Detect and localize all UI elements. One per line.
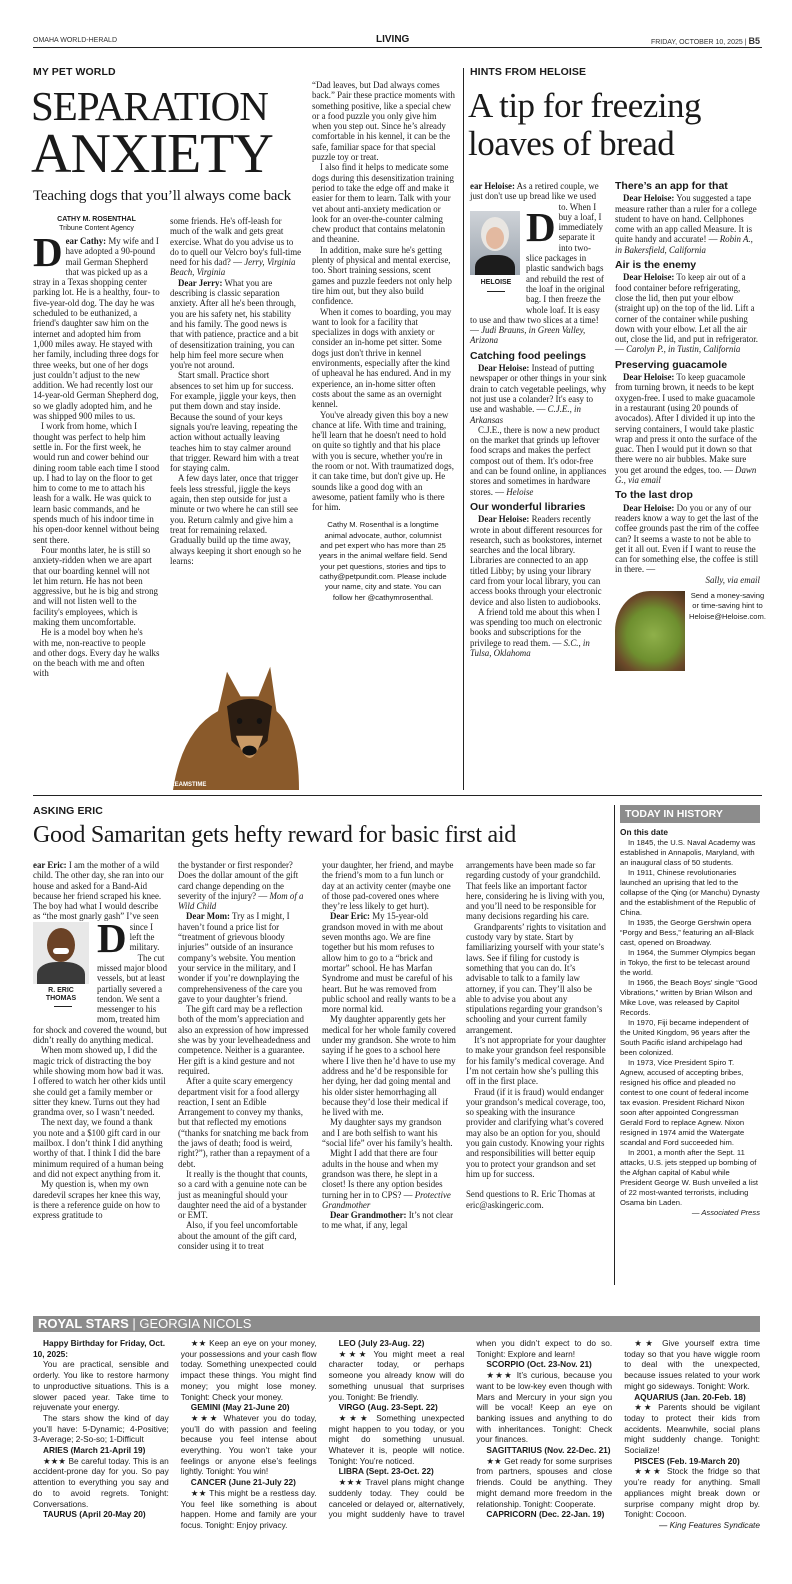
paragraph: Dear Cathy: My wife and I have adopted a 90-pound mail German Shepherd that was picked up as a stray in a Texas shopping center parking lot. He is a healthy, four- to five-year-old dog. The day he was scheduled to be euthanized, a friend's daughter saw him on the internet and adopted him from 1,000 miles away. He stayed with her family, including three dogs for three weeks, but one of her dogs just couldn’t adjust to the new addition. We had recently lost our 14-year-old German Shepherd dog, so we gladly adopted him, and he was shipped 900 miles to us. — [33, 229, 160, 422]
lead-in: Dear Heloise: — [478, 514, 530, 525]
paragraph — [615, 575, 760, 585]
signature: Protective Grandmother — [322, 1189, 451, 1210]
paragraph: In 1970, Fiji became independent of the United Kingdom, 96 years after the South Pacific island archipelago had been colonized. — [620, 1018, 751, 1057]
headline: Good Samaritan gets hefty reward for basic first aid — [33, 822, 516, 848]
lead-in: Dear Heloise: — [478, 363, 530, 374]
signature: Jerry, Virginia Beach, Virginia — [170, 257, 296, 278]
horoscope-author: GEORGIA NICOLS — [139, 1316, 252, 1331]
subheading: Our wonderful libraries — [470, 500, 586, 513]
section-kicker: ASKING ERIC — [33, 805, 103, 817]
headline-line-2: loaves of bread — [468, 124, 675, 163]
send-questions-note: Send questions to R. Eric Thomas at eric@askingeric.com. — [466, 1189, 596, 1210]
paragraph: He is a model boy when he's with me, non-reactive to people and other dogs. Every day he walks on the beach with me and often with — [33, 627, 160, 679]
history-subtitle: On this date — [620, 827, 668, 837]
paragraph: ★★ Get ready for some surprises from partners, spouses and close friends. Could be anything. They might demand more freedom in the relationship. Tonight: Cooperate. — [476, 1455, 613, 1509]
paragraph: ★★★ Be careful today. This is an accident-prone day for you. So pay attention to everything you say and do to avoid regrets. Tonight: Conversations. — [33, 1455, 169, 1509]
sign-heading: LEO (July 23-Aug. 22) — [338, 1338, 425, 1348]
paragraph: It’s not appropriate for your daughter to make your grandson feel responsible for his family’s medical coverage. And I’m not certain how she’s pulling this off in the first place. — [466, 1035, 606, 1087]
paragraph: After a quite scary emergency department visit for a food allergy reaction, I sent an Edible Arrangement to convey my thanks, but that reflected my emotions (“thanks for snatching me back from the jaws of death; food is weird, right?”), rather than a repayment of a debt. — [178, 1076, 310, 1169]
lead-in: Dear Eric: — [330, 911, 371, 922]
subheading: To the last drop — [615, 489, 693, 502]
paragraph: ★★ Parents should be vigilant today to protect their kids from accidents. Meanwhile, social plans might suddenly change. Tonight: Socialize! — [624, 1402, 760, 1456]
paragraph: arrangements have been made so far regarding custody of your grandchild. That feels like an important factor here, considering he is living with you, and you’ll need to be responsible for many decisions regarding his care. — [466, 860, 605, 922]
paragraph: In 1964, the Summer Olympics began in Tokyo, the first to be telecast around the world. — [620, 948, 756, 977]
german-shepherd-photo — [164, 652, 308, 790]
paragraph — [620, 1208, 760, 1218]
eric-thomas-portrait — [33, 922, 93, 1020]
paragraph: Grandparents’ rights to visitation and custody vary by state. Start by familiarizing yourself with your state’s laws. See if filing for custody is something that you can do. It’s advisable to talk to a family law attorney, if you can. They’ll also be able to advise you about any stipulations regarding your grandson’s schooling and your current family arrangement. — [466, 921, 606, 1035]
paragraph: When mom showed up, I did the magic trick of distracting the boy while showing mom how bad it was. I offered to watch her other kids until she could get a family member or sitter they knew. Turns out they had grandma over, so I wasn’t needed. — [33, 1045, 166, 1118]
horoscope-columns — [33, 1338, 760, 1531]
paragraph: In 2001, a month after the Sept. 11 attacks, U.S. jets stepped up bombing of the Afghan capital of Kabul while President George W. Bush unveiled a list of 22 most-wanted terrorists, including Osama bin Laden. — [620, 1148, 759, 1207]
header-rule — [33, 47, 762, 48]
paragraph: Also, if you feel uncomfortable about the amount of the gift card, consider using it to treat — [178, 1220, 298, 1251]
paragraph: In 1966, the Beach Boys’ single “Good Vibrations,” written by Brian Wilson and Mike Love, was released by Capitol Records. — [620, 978, 758, 1017]
lead-in: Dear Eric: — [33, 860, 127, 961]
signature: Robin A., in Bakersfield, California — [615, 234, 753, 255]
lead-in: Dear Heloise: — [623, 372, 675, 383]
paragraph: I work from home, which I thought was perfect to help him settle in. For the first week, he would run and cower behind our dining room table each time I stood up. I had to lay on the floor to get him to come to me to attach his leash for a walk. He was quick to learn basic commands, and he spends much of his indoor time in his open-door kennel without being sent there. — [33, 421, 160, 545]
signature: — King Features Syndicate — [658, 1519, 760, 1530]
lead-in: Dear Heloise: — [623, 502, 675, 513]
paragraph: It really is the thought that counts, so a card with a genuine note can be just as meaningful should your daughter need the aid of a bystander or EMT. — [178, 1168, 308, 1221]
heloise-portrait — [470, 211, 522, 309]
paragraph: I also find it helps to medicate some dogs during this desensitization training period to take the edge off and make it easier for them to learn. Talk with your vet about anti-anxiety medication or look for an over-the-counter calming chew product that contains melatonin and theanine. — [312, 162, 454, 245]
paragraph: Four months later, he is still so anxiety-ridden when we are apart that our boarding kennel will not let him return. He has not been aggressive, but he is big and strong and will not listen well to the facility's employees, which is making them uncomfortable. — [33, 544, 158, 627]
paragraph: ★★ Give yourself extra time today so that you have wiggle room to deal with the unexpected, because issues related to your work might go sideways. Tonight: Work. — [624, 1338, 760, 1391]
lead-in: Dear Cathy: — [33, 229, 107, 275]
lead-in: Dear Heloise: — [623, 193, 675, 204]
byline: CATHY M. ROSENTHAL — [57, 216, 136, 223]
column-divider — [463, 68, 464, 790]
paragraph: ★★★ Something unexpected might happen to you today, or you might do something unusual. Whatever it is, people will notice. Tonight: You’re noticed. — [328, 1412, 465, 1466]
paragraph: My daughter says my grandson and I are both selfish to want his “social life” over his family’s health. — [322, 1117, 453, 1149]
paragraph: Dear Heloise: Instead of putting newspaper or other things in your sink drain to catch vegetable peelings, why not just use a colander? It's easy to use and washable. — C.J.E., in Arkansas — [470, 363, 607, 425]
sign-heading: TAURUS (April 20-May 20) — [43, 1509, 146, 1520]
paragraph: ★★★ Whatever you do today, you’ll do with passion and feeling because you feel intense about everything. You won’t take your feelings or anyone else’s feelings lightly. Tonight: You win! — [180, 1412, 317, 1477]
subheading: Preserving guacamole — [615, 358, 728, 371]
paragraph: My question is, when my own daredevil scrapes her knee this way, is there a reference guide on how to express gratitude to — [33, 1179, 161, 1221]
sign-heading: CAPRICORN (Dec. 22-Jan. 19) — [486, 1509, 605, 1520]
headline-line-1: SEPARATION — [31, 83, 268, 129]
paragraph: In 1935, the George Gershwin opera “Porgy and Bess,” featuring an all-Black cast, opened on Broadway. — [620, 918, 754, 947]
newspaper-name: OMAHA WORLD-HERALD — [33, 37, 118, 44]
section-kicker: MY PET WORLD — [33, 66, 116, 78]
subheading: There’s an app for that — [615, 180, 728, 192]
article-column-4 — [466, 860, 606, 1179]
guacamole-photo — [615, 591, 685, 671]
paragraph: The cut missed major blood vessels, but at least partially severed a tendon. We sent a messenger to his mom, treated him for shock and covered the wound, but didn’t really do anything medical. — [33, 952, 168, 1046]
sign-heading: ARIES (March 21-April 19) — [43, 1445, 146, 1456]
headline-line-2: ANXIETY — [31, 123, 273, 185]
paragraph: Dear Heloise: You suggested a tape measure rather than a ruler for a college student to have on hand. Cellphones come with an app called Measure. It is quite handy and accurate! — Robin A., in Bakersfield, California — [615, 193, 757, 255]
photo-credit: DREAMSTIME — [166, 782, 207, 788]
section-name: LIVING — [376, 34, 410, 45]
photo-caption: R. ERIC THOMAS — [45, 987, 77, 1002]
paragraph: You are practical, sensible and orderly. You like to restore harmony to unproductive situations. This is a slower paced year. Take time to rejuvenate your energy. — [33, 1359, 169, 1413]
signature: Dawn G., via email — [615, 464, 757, 486]
article-column-2 — [170, 216, 302, 566]
subheadline: Teaching dogs that you’ll always come back — [33, 188, 291, 204]
sign-heading: AQUARIUS (Jan. 20-Feb. 18) — [634, 1391, 746, 1402]
paragraph: The gift card may be a reflection both of the mom’s appreciation and also an expression of how impressed she was by your levelheadedness and competence. Neither is a guarantee. Her gift is a kind gesture and not required. — [178, 1004, 311, 1076]
section-rule — [33, 795, 762, 796]
sign-heading: GEMINI (May 21-June 20) — [190, 1402, 290, 1413]
paragraph: ★★★ Stock the fridge so that you’re ready for anything. Small appliances might break down or surprise company might drop by. Tonight: Cocoon. — [624, 1466, 760, 1520]
signature: — Associated Press — [691, 1208, 760, 1217]
paragraph: Dear Heloise: Do you or any of our readers know a way to get the last of the coffee grounds past the rim of the coffee can? It seems a waste to not be able to get it all out. Even if I want to reuse the can for something else, the coffee is still in there. — — [615, 502, 759, 575]
page-number: B5 — [748, 36, 760, 46]
paragraph: My daughter apparently gets her medical for her whole family covered under my grandson. She wrote to him saying if he goes to a school here where I live then he’d have to use my address and he’d be responsible for her dying, her dad going mental and his older sister hemorrhaging all because they’d lose their medical if he lived with me. — [322, 1014, 456, 1118]
paragraph: ★★ This might be a restless day. You feel like something is about happen. Home and family are your focus. Tonight: Enjoy privacy. — [180, 1487, 317, 1530]
paragraph: ★★ Keep an eye on your money, your possessions and your cash flow today. Something unexpected could impact these things. You might find money; you might lose money. Tonight: Check your money. — [180, 1338, 317, 1402]
paragraph: Dear Heloise: Readers recently wrote in about different resources for research, such as bookstores, internet searches and the local library. Libraries are connected to an app titled Libby; by using your library card from your local library, you can access books through your electronic device and also listen to audiobooks. — [470, 514, 603, 607]
sign-heading: SCORPIO (Oct. 23-Nov. 21) — [486, 1359, 592, 1370]
history-list — [620, 838, 760, 1218]
paragraph — [624, 1520, 760, 1531]
photo-caption: HELOISE — [480, 279, 512, 286]
subheading: Air is the enemy — [615, 259, 697, 272]
paragraph: ★★★ It’s curious, because you want to be low-key even though with Mars and Mercury in your sign you will be vocal! Keep an eye on banking issues and anything to do with inheritances. Tonight: Check your finances. — [476, 1370, 613, 1445]
paragraph: In 1973, Vice President Spiro T. Agnew, accused of accepting bribes, resigned his office and pleaded no contest to one count of federal income tax evasion. President Richard Nixon soon after appointed Congressman Gerald Ford to replace Agnew. Nixon resigned in 1974 amid the Watergate scandal and Ford succeeded him. — [620, 1058, 749, 1147]
sign-heading: Happy Birthday for Friday, Oct. 10, 2025: — [33, 1338, 166, 1359]
horoscope-banner: ROYAL STARS | GEORGIA NICOLS — [33, 1316, 760, 1332]
paragraph: A friend told me about this when I was spending too much on electronic books and subscriptions for the privilege to read them. — S.C., in Tulsa, Oklahoma — [470, 606, 602, 659]
signature: S.C., in Tulsa, Oklahoma — [470, 637, 590, 659]
paragraph: C.J.E., there is now a new product on the market that grinds up leftover food scraps and makes the perfect compost out of them. It's odor-free and can be found online, in appliances stores and sometimes in hardware stores. — Heloise — [470, 424, 607, 497]
column-divider — [614, 805, 615, 1285]
paragraph: ★★★ You might meet a real character today, or perhaps someone you already know will do something unusual that surprises you. Tonight: Be friendly. — [328, 1348, 465, 1402]
paragraph: some friends. He's off-leash for much of the walk and gets great exercise. What do you advise us to do to quell our Velcro boy's full-time need for his dad? — Jerry, Virginia Beach, Virginia — [170, 216, 302, 278]
sign-heading: CANCER (June 21-July 22) — [190, 1477, 296, 1488]
paragraph: Might I add that there are four adults in the house and when my grandson was there, he slept in a closet! Is there any option besides turning her in to CPS? — Protective Grandmother — [322, 1148, 451, 1210]
paragraph: Dear Jerry: What you are describing is classic separation anxiety. After all he's been through, you are his safety net, his stability and his family. The good news is that with patience, practice and a bit of desensitization training, you can help him feel more secure when you're not around. — [170, 277, 299, 371]
paragraph: In 1911, Chinese revolutionaries launched an uprising that led to the collapse of the Qing (or Manchu) Dynasty and the establishment of the Republic of China. — [620, 868, 760, 917]
horoscope-title: ROYAL STARS — [38, 1316, 129, 1331]
send-hint-note: Send a money-saving or time-saving hint to Heloise@Heloise.com. — [689, 590, 766, 621]
paragraph: Dear Mom: Try as I might, I haven’t found a price list for “treatment of grievous bloody injuries” outside of an insurance company’s website. You mention your service in the military, and I wonder if you’re downplaying the comprehensiveness of the care you gave to your daughter’s friend. — [178, 911, 303, 1004]
article-column-1 — [33, 860, 167, 1220]
sign-heading: SAGITTARIUS (Nov. 22-Dec. 21) — [486, 1445, 611, 1456]
lead-in: Dear Heloise: — [470, 181, 556, 250]
paragraph: A few days later, once that trigger feels less stressful, jiggle the keys again, then step outside for just a minute or two where he can still see you. Return calmly and give him a treat for remaining relaxed. Gradually build up the time away, always keeping it short enough so he learns: — [170, 473, 302, 566]
paragraph: Dear Heloise: To keep air out of a food container before refrigerating, close the lid, then put your elbow (straight up) on the top of the lid. Lift a corner of the container while pushing down with your elbow. Let all the air out, close the lid, and put in refrigerator. — Carolyn P., in Tustin, California — [615, 272, 758, 355]
paragraph: Dear Grandmother: It’s not clear to me what, if any, legal — [322, 1210, 454, 1231]
signature: Judi Brauns, in Green Valley, Arizona — [470, 325, 586, 346]
sign-heading: PISCES (Feb. 19-March 20) — [634, 1455, 740, 1466]
sign-heading: LIBRA (Sept. 23-Oct. 22) — [338, 1466, 434, 1477]
signature: C.J.E., in Arkansas — [470, 404, 581, 425]
article-column-3 — [322, 860, 456, 1231]
history-title: TODAY IN HISTORY — [620, 805, 760, 823]
article-column-1 — [33, 229, 160, 679]
paragraph: ★★★ Travel plans might change suddenly today. They could be canceled or delayed or, alternatively, you might suddenly have to travel when you didn’t expect to do so. Tonight: Explore and learn! — [328, 1338, 613, 1520]
section-kicker: HINTS FROM HELOISE — [470, 66, 587, 78]
issue-date: FRIDAY, OCTOBER 10, 2025 — [650, 39, 743, 46]
lead-in: Dear Mom: — [186, 911, 230, 922]
lead-in: Dear Grandmother: — [330, 1210, 407, 1221]
author-bio: Cathy M. Rosenthal is a longtime animal advocate, author, columnist and pet expert who has more than 25 years in the animal welfare field. Send your pet questions, stories and tips to cathy@petpundit.com. Please include your name, city and state. You can follow her @cathymrosenthal. — [318, 520, 448, 602]
paragraph: Dear Heloise: As a retired couple, we just don't use up bread like we used to. When I buy a loaf, I immediately separate it into two-slice packages in plastic sandwich bags and rebuild the rest of the loaf in the original bag. I then freeze the whole loaf. It is easy to use and thaw two slices at a time! — Judi Brauns, in Green Valley, Arizona — [470, 181, 605, 346]
paragraph: In addition, make sure he's getting plenty of physical and mental exercise, too. Short training sessions, scent games and puzzle feeders not only help tire him out, but they also build confidence. — [312, 244, 452, 307]
paragraph: Dear Heloise: To keep guacamole from turning brown, it needs to be kept oxygen-free. I used to make guacamole in a restaurant (using 20 pounds of avocados). After I divided it up into the serving containers, I would take plastic wrap and press it onto the surface of the guac. Then I would put it down so that there were no air bubbles. Make sure you get around the edges, too. — Dawn G., via email — [615, 372, 757, 486]
paragraph: When it comes to boarding, you may want to look for a facility that specializes in dogs with anxiety or consider an in-home pet sitter. Some dogs just don't thrive in kennel environments, especially after the kind of upheaval he has endured. And in my experience, an in-home sitter often costs about the same as an overnight kennel. — [312, 306, 452, 410]
lead-in: Dear Jerry: — [178, 277, 223, 288]
paragraph: The next day, we found a thank you note and a $100 gift card in our mailbox. I don’t think I did anything worthy of that. I think I did the bare minimum required of a human being and did not expect anything from it. — [33, 1117, 164, 1179]
signature: Heloise — [506, 486, 534, 497]
paragraph: your daughter, her friend, and maybe the friend’s mom to a fun lunch or day at an activity center (maybe one of those pad-covered ones where they’re less likely to get hurt). — [322, 860, 454, 912]
paragraph: Dear Eric: I am the mother of a wild child. The other day, she ran into our house and asked for a Band-Aid because her friend scraped his knee. The boy had what I would describe as “the most gnarly gash” I’ve seen since I left the military. — [33, 860, 164, 961]
date-page: FRIDAY, OCTOBER 10, 2025 | B5 — [650, 36, 760, 46]
paragraph: You've already given this boy a new chance at life. With time and training, he'll learn that he doesn't need to hold on quite so tightly and that his place with you is secure, whether you're in the room or not. With traumatized dogs, it can take time, but don't give up. He sounds like a good dog with an awesome, patient family who is there for him. — [312, 409, 454, 513]
paragraph: Start small. Practice short absences to set him up for success. For example, jiggle your keys, then put them down and stay inside. Because the sound of your keys signals you're leaving, repeating the action without actually leaving teaches him to stay calmer around that trigger. Reward him with a treat for staying calm. — [170, 370, 299, 474]
today-in-history — [620, 805, 760, 1218]
subheading: Catching food peelings — [470, 349, 587, 362]
lead-in: Dear Heloise: — [623, 272, 675, 283]
byline-agency: Tribune Content Agency — [59, 224, 134, 232]
paragraph: Fraud (if it is fraud) would endanger your grandson’s medical coverage, too, so speaking with the insurance provider and clarifying what’s covered may also be an option for you, should you gain custody. Knowing your rights and responsibilities will better equip you to protect your grandson and set him up for success. — [466, 1086, 606, 1179]
article-column-2 — [615, 181, 760, 585]
paragraph: Dear Eric: My 15-year-old grandson moved in with me about seven months ago. We are fine together but his mom refuses to allow him to go to a “brick and mortar” school. He has Marfan Syndrome and must be careful of his heart. But he was removed from public school and really wants to be a more normal kid. — [322, 911, 456, 1015]
sign-heading: VIRGO (Aug. 23-Sept. 22) — [338, 1402, 438, 1413]
paragraph: “Dad leaves, but Dad always comes back.” Pair these practice moments with something positive, like a special chew or a food puzzle you only give him when you step out. Since he’s already comfortable in his kennel, it can be the safe, familiar space for that special puzzle toy or treat. — [312, 80, 455, 163]
signature: Carolyn P., in Tustin, California — [626, 344, 741, 355]
signature: Mom of a Wild Child — [178, 890, 304, 912]
headline-line-1: A tip for freezing — [468, 86, 701, 125]
paragraph: the bystander or first responder? Does the dollar amount of the gift card change depending on the severity of the injury? — Mom of a Wild Child — [178, 860, 304, 912]
paragraph: In 1845, the U.S. Naval Academy was established in Annapolis, Maryland, with an inaugural class of 50 students. — [620, 838, 756, 867]
signature: Sally, via email — [705, 574, 760, 585]
article-column-3 — [312, 80, 455, 512]
paragraph: The stars show the kind of day you’ll have: 5-Dynamic; 4-Positive; 3-Average; 2-So-so; 1-Difficult — [33, 1412, 169, 1445]
article-column-2 — [178, 860, 312, 1251]
